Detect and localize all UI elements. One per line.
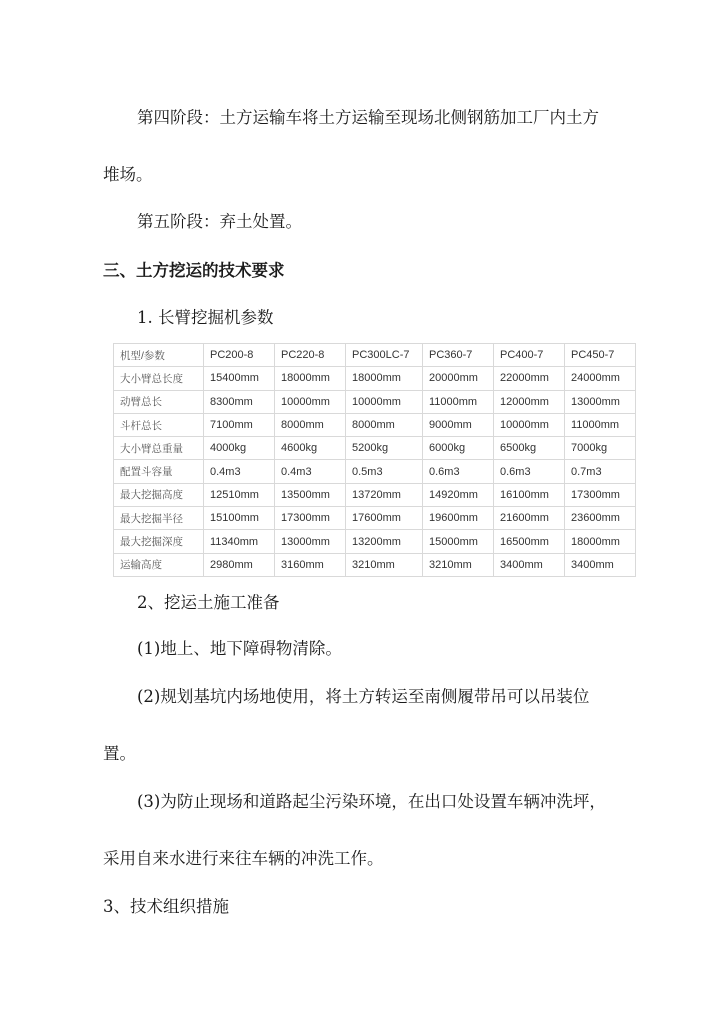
stage4-paragraph-line2: 堆场。 xyxy=(103,165,153,184)
spec-table-body xyxy=(114,344,636,577)
table-cell: 6500kg xyxy=(494,437,565,460)
table-header-cell: PC300LC-7 xyxy=(346,344,423,367)
section3-heading: 三、土方挖运的技术要求 xyxy=(103,261,285,280)
table-cell: 3210mm xyxy=(423,553,494,576)
table-cell: 10000mm xyxy=(494,413,565,436)
table-cell: 17300mm xyxy=(275,507,346,530)
table-header-cell: PC360-7 xyxy=(423,344,494,367)
table-cell: 15400mm xyxy=(204,367,275,390)
table-cell: 20000mm xyxy=(423,367,494,390)
prep-item1: (1)地上、地下障碍物清除。 xyxy=(137,639,342,658)
table-cell: 0.4m3 xyxy=(275,460,346,483)
table-cell: 3400mm xyxy=(565,553,636,576)
table-cell: 11340mm xyxy=(204,530,275,553)
prep-item3-line2: 采用自来水进行来往车辆的冲洗工作。 xyxy=(103,849,384,868)
table-header-cell: PC200-8 xyxy=(204,344,275,367)
table-row xyxy=(114,507,636,530)
table-cell: 2980mm xyxy=(204,553,275,576)
table-cell: 8000mm xyxy=(275,413,346,436)
table-cell: 0.5m3 xyxy=(346,460,423,483)
table-cell: 5200kg xyxy=(346,437,423,460)
excavator-spec-table xyxy=(113,343,636,577)
table-cell: 13200mm xyxy=(346,530,423,553)
table-cell: 15000mm xyxy=(423,530,494,553)
table-row-label: 大小臂总重量 xyxy=(114,437,204,460)
prep-item2-line2: 置。 xyxy=(103,744,136,763)
table-cell: 13720mm xyxy=(346,483,423,506)
table-row xyxy=(114,460,636,483)
table-cell: 3400mm xyxy=(494,553,565,576)
table-header-cell: PC220-8 xyxy=(275,344,346,367)
table-cell: 15100mm xyxy=(204,507,275,530)
table-cell: 19600mm xyxy=(423,507,494,530)
table-row-label: 最大挖掘深度 xyxy=(114,530,204,553)
table-header-row xyxy=(114,344,636,367)
table-cell: 18000mm xyxy=(346,367,423,390)
table-cell: 13000mm xyxy=(565,390,636,413)
table-cell: 9000mm xyxy=(423,413,494,436)
stage4-paragraph-line1: 第四阶段：土方运输车将土方运输至现场北侧钢筋加工厂内土方 xyxy=(137,108,599,127)
table-row xyxy=(114,437,636,460)
table-cell: 0.7m3 xyxy=(565,460,636,483)
prep-item3-line1: (3)为防止现场和道路起尘污染环境，在出口处设置车辆冲洗坪， xyxy=(137,792,606,811)
table-cell: 4000kg xyxy=(204,437,275,460)
table-cell: 13500mm xyxy=(275,483,346,506)
table-row xyxy=(114,530,636,553)
table-cell: 17300mm xyxy=(565,483,636,506)
table-row-label: 配置斗容量 xyxy=(114,460,204,483)
table-row-label: 最大挖掘半径 xyxy=(114,507,204,530)
table-cell: 22000mm xyxy=(494,367,565,390)
table-cell: 0.6m3 xyxy=(494,460,565,483)
table-cell: 7100mm xyxy=(204,413,275,436)
table-cell: 8300mm xyxy=(204,390,275,413)
table-row xyxy=(114,367,636,390)
table-cell: 17600mm xyxy=(346,507,423,530)
table-cell: 10000mm xyxy=(346,390,423,413)
table-cell: 0.4m3 xyxy=(204,460,275,483)
table-cell: 0.6m3 xyxy=(423,460,494,483)
subsection3-heading: 3、技术组织措施 xyxy=(103,897,229,916)
table-header-cell: 机型/参数 xyxy=(114,344,204,367)
table-cell: 4600kg xyxy=(275,437,346,460)
table-cell: 3210mm xyxy=(346,553,423,576)
table-row xyxy=(114,413,636,436)
table-cell: 11000mm xyxy=(423,390,494,413)
table-cell: 18000mm xyxy=(565,530,636,553)
table-cell: 10000mm xyxy=(275,390,346,413)
table-row-label: 最大挖掘高度 xyxy=(114,483,204,506)
table-cell: 6000kg xyxy=(423,437,494,460)
table-cell: 13000mm xyxy=(275,530,346,553)
table-cell: 16500mm xyxy=(494,530,565,553)
table-row-label: 运输高度 xyxy=(114,553,204,576)
table-cell: 11000mm xyxy=(565,413,636,436)
table-cell: 16100mm xyxy=(494,483,565,506)
table-cell: 14920mm xyxy=(423,483,494,506)
stage5-paragraph: 第五阶段：弃土处置。 xyxy=(137,212,302,231)
prep-item2-line1: (2)规划基坑内场地使用，将土方转运至南侧履带吊可以吊装位 xyxy=(137,687,590,706)
table-row-label: 动臂总长 xyxy=(114,390,204,413)
table-row-label: 斗杆总长 xyxy=(114,413,204,436)
subsection1-heading: 1. 长臂挖掘机参数 xyxy=(137,308,274,327)
table-cell: 12510mm xyxy=(204,483,275,506)
subsection2-heading: 2、挖运土施工准备 xyxy=(137,593,280,612)
table-cell: 8000mm xyxy=(346,413,423,436)
table-header-cell: PC400-7 xyxy=(494,344,565,367)
table-cell: 23600mm xyxy=(565,507,636,530)
table-cell: 18000mm xyxy=(275,367,346,390)
table-cell: 24000mm xyxy=(565,367,636,390)
table-header-cell: PC450-7 xyxy=(565,344,636,367)
table-row xyxy=(114,553,636,576)
table-cell: 7000kg xyxy=(565,437,636,460)
table-cell: 12000mm xyxy=(494,390,565,413)
table-row xyxy=(114,390,636,413)
table-row-label: 大小臂总长度 xyxy=(114,367,204,390)
table-row xyxy=(114,483,636,506)
table-cell: 21600mm xyxy=(494,507,565,530)
table-cell: 3160mm xyxy=(275,553,346,576)
